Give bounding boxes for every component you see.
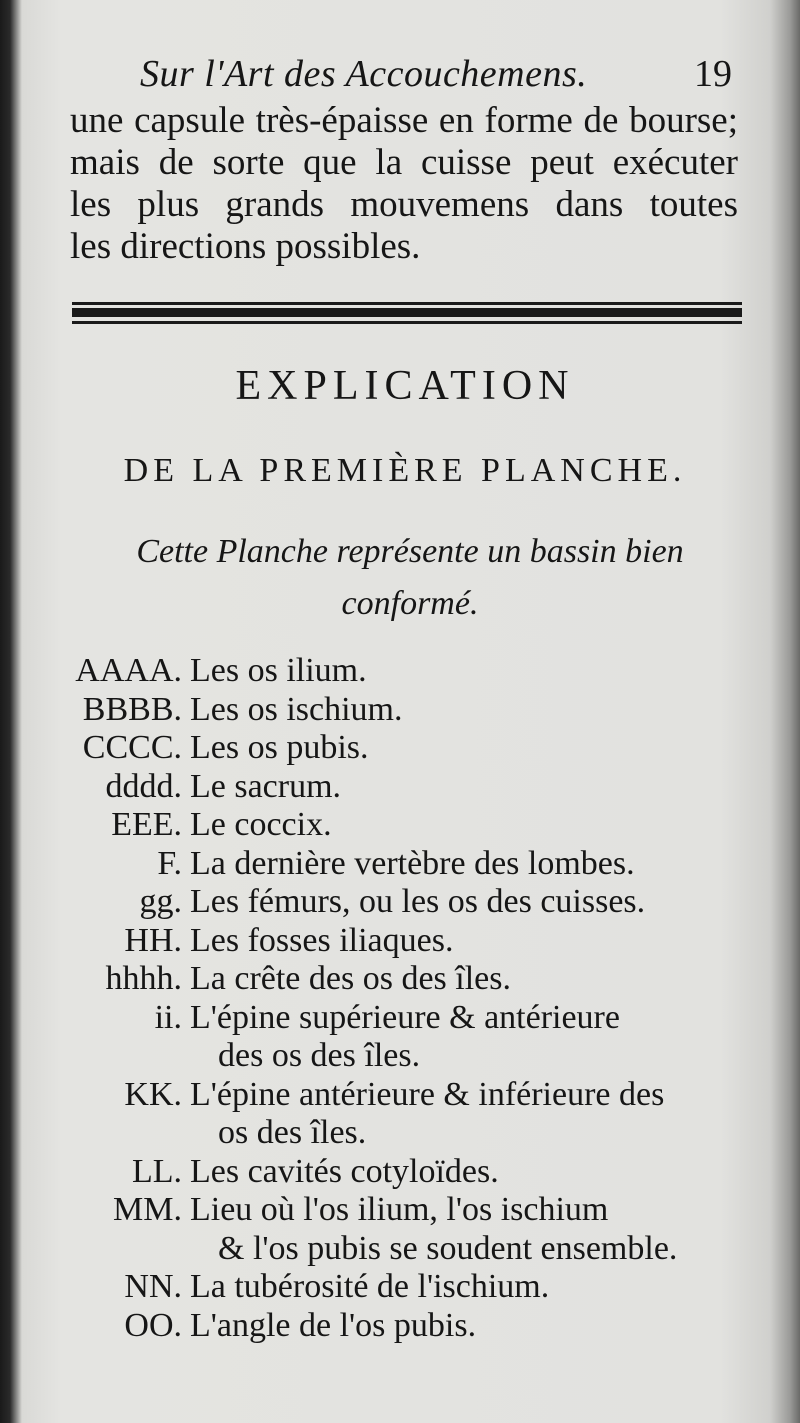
legend-text: La dernière vertèbre des lombes. [190, 844, 635, 882]
legend-text: Le coccix. [190, 806, 332, 843]
legend-code: hhhh. [105, 960, 182, 997]
legend-item [60, 652, 750, 691]
legend-text: La crête des os des îles. [190, 960, 511, 997]
legend-code: BBBB. [82, 690, 182, 728]
legend-item [60, 845, 750, 884]
legend-text: Les fémurs, ou les os des cuisses. [190, 883, 646, 920]
description-line: Cette Planche représente un bassin bien [136, 533, 684, 570]
legend-item [60, 1076, 750, 1153]
legend-item [60, 999, 750, 1076]
legend-item [60, 806, 750, 845]
intro-paragraph [70, 100, 738, 268]
legend-code: KK. [124, 1075, 182, 1113]
page-header [140, 52, 740, 102]
plate-description [90, 526, 730, 630]
legend-item [60, 1268, 750, 1307]
legend-code: AAAA. [75, 652, 182, 689]
legend-item [60, 883, 750, 922]
intro-line: les plus grands mouvemens dans toutes [70, 184, 738, 225]
running-head: Sur l'Art des Accouchemens. [140, 53, 588, 95]
legend-text: Les os ischium. [190, 690, 403, 728]
legend-text: La tubérosité de l'ischium. [190, 1268, 550, 1305]
legend-item [60, 768, 750, 807]
intro-line: une capsule très-épaisse en forme de bourse; [70, 100, 738, 141]
legend-code: F. [157, 844, 182, 882]
legend-code: CCCC. [82, 729, 182, 766]
legend-text: L'épine supérieure & antérieure [190, 998, 620, 1036]
legend-code: HH. [124, 921, 182, 959]
intro-line: les directions possibles. [70, 226, 421, 267]
legend-code: EEE. [111, 806, 182, 843]
legend-text: L'angle de l'os pubis. [190, 1306, 477, 1344]
legend-text: Les cavités cotyloïdes. [190, 1152, 499, 1190]
legend-item [60, 691, 750, 730]
plate-legend [60, 652, 750, 1345]
legend-item [60, 729, 750, 768]
ornamental-rule [72, 302, 742, 328]
legend-text: Les os pubis. [190, 729, 369, 766]
legend-code: ii. [154, 998, 182, 1036]
legend-text-continuation: & l'os pubis se soudent ensemble. [218, 1229, 678, 1267]
legend-item [60, 960, 750, 999]
intro-line: mais de sorte que la cuisse peut exécuter [70, 142, 738, 183]
legend-text: L'épine antérieure & inférieure des [190, 1075, 665, 1113]
page-number: 19 [694, 53, 732, 95]
legend-item [60, 1191, 750, 1268]
legend-code: LL. [131, 1152, 182, 1190]
legend-text-continuation: des os des îles. [218, 1037, 421, 1074]
legend-text-continuation: os des îles. [218, 1114, 367, 1151]
legend-code: gg. [139, 883, 182, 920]
legend-code: OO. [124, 1306, 182, 1344]
legend-code: dddd. [105, 767, 182, 805]
legend-code: MM. [113, 1191, 182, 1228]
legend-item [60, 922, 750, 961]
section-subtitle: DE LA PREMIÈRE PLANCHE. [123, 452, 687, 489]
legend-item [60, 1307, 750, 1346]
legend-text: Lieu où l'os ilium, l'os ischium [190, 1191, 609, 1228]
description-line: conformé. [341, 585, 479, 622]
legend-text: Le sacrum. [190, 767, 342, 805]
section-title: EXPLICATION [235, 363, 575, 409]
legend-code: NN. [124, 1268, 182, 1305]
legend-text: Les fosses iliaques. [190, 921, 454, 959]
legend-item [60, 1153, 750, 1192]
legend-text: Les os ilium. [190, 652, 367, 689]
